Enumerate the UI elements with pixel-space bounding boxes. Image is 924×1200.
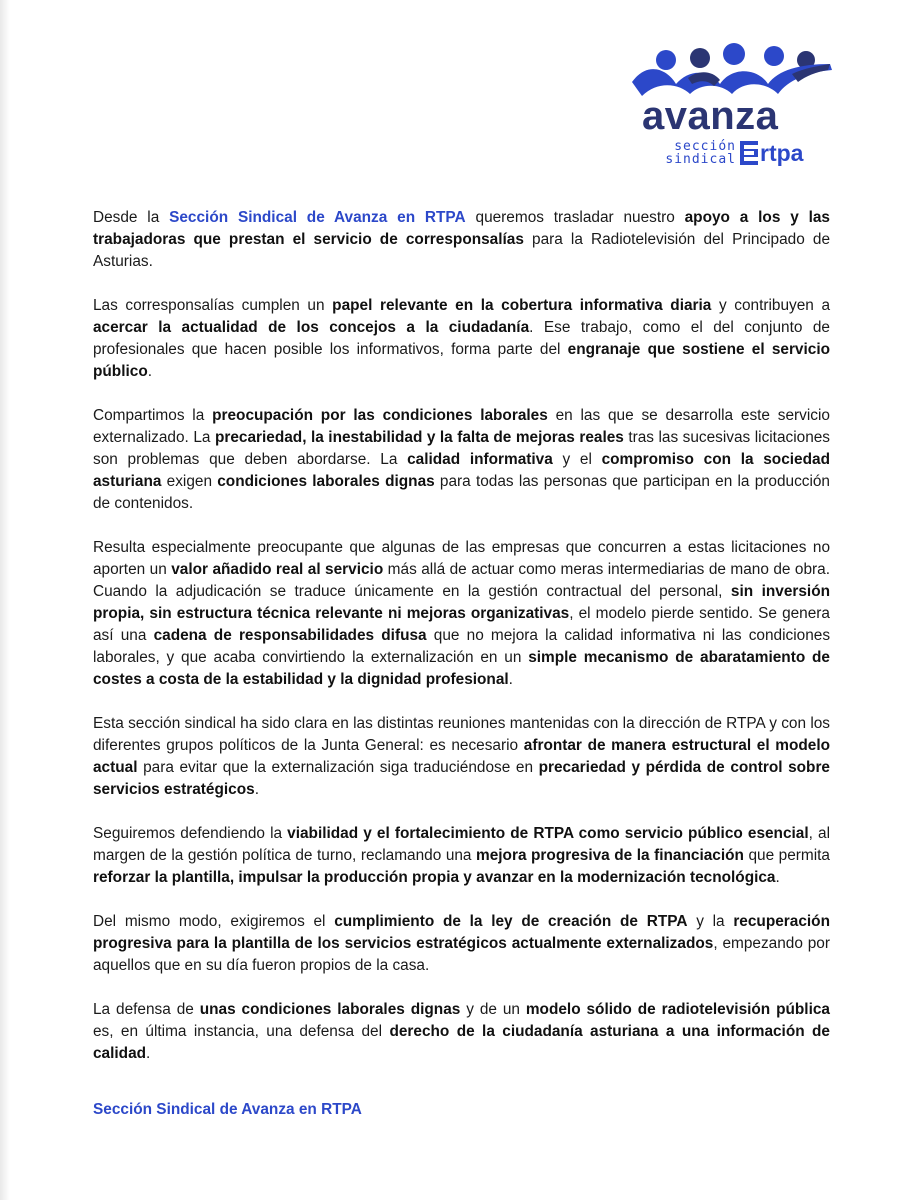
logo-subtitle-line2: sindical [665,152,736,167]
paragraph [93,537,830,691]
bold-phrase: valor añadido real al servicio [171,561,384,578]
text-run: La defensa de [93,1001,200,1018]
text-run: y de un [460,1001,526,1018]
bold-phrase: cadena de responsabilidades difusa [153,627,427,644]
text-run: tras las sucesivas licitaciones son problemas que deben abordarse. La [93,429,831,468]
page-edge-shadow [0,0,10,1200]
bold-phrase: apoyo a los y las trabajadoras que prestan el servicio de corresponsalías [93,209,830,248]
text-run: . [254,781,259,798]
bold-phrase: sin inversión propia, sin estructura técnica relevante ni mejoras organizativas [93,583,831,622]
logo-figures-graphic [628,40,838,100]
text-run: , al margen de la gestión política de turno, reclamando una [93,825,830,864]
text-run: Esta sección sindical ha sido clara en las distintas reuniones mantenidas con la dirección de RTPA y con los diferentes grupos políticos de la Junta General: es necesario [93,715,830,754]
bold-phrase: compromiso con la sociedad asturiana [93,451,830,490]
text-run: Las corresponsalías cumplen un [93,297,333,314]
bold-phrase: cumplimiento de la ley de creación de RTPA [334,913,688,930]
text-run: y el [552,451,602,468]
signature: Sección Sindical de Avanza en RTPA [93,1101,362,1118]
text-run: más allá de actuar como meras intermediarias de mano de obra. Cuando la adjudicación se traduce únicamente en la gestión contractual del personal, [93,561,830,600]
paragraph [93,911,830,977]
text-run: para todas las personas que participan en la producción de contenidos. [93,473,830,512]
text-run: Desde la [93,209,170,226]
bold-phrase: simple mecanismo de abaratamiento de costes a costa de la estabilidad y la dignidad profesional [93,649,830,688]
bold-phrase: viabilidad y el fortalecimiento de RTPA como servicio público esencial [287,825,809,842]
paragraph [93,999,830,1065]
bold-phrase: condiciones laborales dignas [217,473,435,490]
logo-subtitle [644,140,736,166]
bold-phrase: papel relevante en la cobertura informativa diaria [332,297,712,314]
text-run: y contribuyen a [711,297,831,314]
avanza-logo [628,40,838,170]
bold-phrase: modelo sólido de radiotelevisión pública [525,1001,830,1018]
text-run: que no mejora la calidad informativa ni las condiciones laborales, y que acaba convirtiendo la externalización en un [93,627,831,666]
bold-phrase: afrontar de manera estructural el modelo actual [93,737,831,776]
text-run: en las que se desarrolla este servicio externalizado. La [93,407,830,446]
paragraph [93,295,830,383]
bold-phrase: mejora progresiva de la financiación [476,847,744,864]
text-run: , empezando por aquellos que en su día fueron propios de la casa. [93,935,830,974]
bold-phrase: derecho de la ciudadanía asturiana a una información de calidad [93,1023,830,1062]
text-run: Seguiremos defendiendo la [93,825,288,842]
bold-phrase: calidad informativa [407,451,553,468]
logo-subtitle-line1: sección [674,139,736,154]
text-run: . Ese trabajo, como el del conjunto de profesionales que hacen posible los informativos, forma parte del [93,319,830,358]
bold-phrase: preocupación por las condiciones laborales [212,407,548,424]
paragraph [93,823,830,889]
bold-phrase: unas condiciones laborales dignas [199,1001,461,1018]
text-run: para la Radiotelevisión del Principado de Asturias. [93,231,830,270]
rtpa-e-icon [740,141,758,165]
letter-body [93,207,830,1121]
text-run: . [508,671,513,688]
paragraph [93,405,830,515]
text-run: que permita [743,847,830,864]
text-run: . [775,869,780,886]
text-run: para evitar que la externalización siga traduciéndose en [137,759,539,776]
bold-phrase: precariedad y pérdida de control sobre servicios estratégicos [93,759,830,798]
paragraph [93,207,830,273]
text-run: , el modelo pierde sentido. Se genera así una [93,605,830,644]
text-run: Del mismo modo, exigiremos el [93,913,335,930]
text-run: . [147,363,152,380]
bold-phrase: engranaje que sostiene el servicio público [93,341,830,380]
logo-wordmark: avanza [642,94,779,138]
text-run: . [146,1045,151,1062]
text-run: Resulta especialmente preocupante que algunas de las empresas que concurren a estas licitaciones no aporten un [93,539,830,578]
text-run: Compartimos la [93,407,213,424]
logo-rtpa-text: rtpa [760,140,804,166]
text-run: es, en última instancia, una defensa del [93,1023,390,1040]
bold-phrase: precariedad, la inestabilidad y la falta de mejoras reales [214,429,624,446]
text-run: queremos trasladar nuestro [465,209,685,226]
bold-phrase: recuperación progresiva para la plantilla de los servicios estratégicos actualmente externalizados [93,913,830,952]
bold-phrase: acercar la actualidad de los concejos a la ciudadanía [93,319,530,336]
text-run: y la [687,913,734,930]
text-run: exigen [161,473,218,490]
bold-phrase: reforzar la plantilla, impulsar la producción propia y avanzar en la modernización tecnológica [93,869,776,886]
highlighted-phrase: Sección Sindical de Avanza en RTPA [169,209,466,226]
paragraph [93,713,830,801]
